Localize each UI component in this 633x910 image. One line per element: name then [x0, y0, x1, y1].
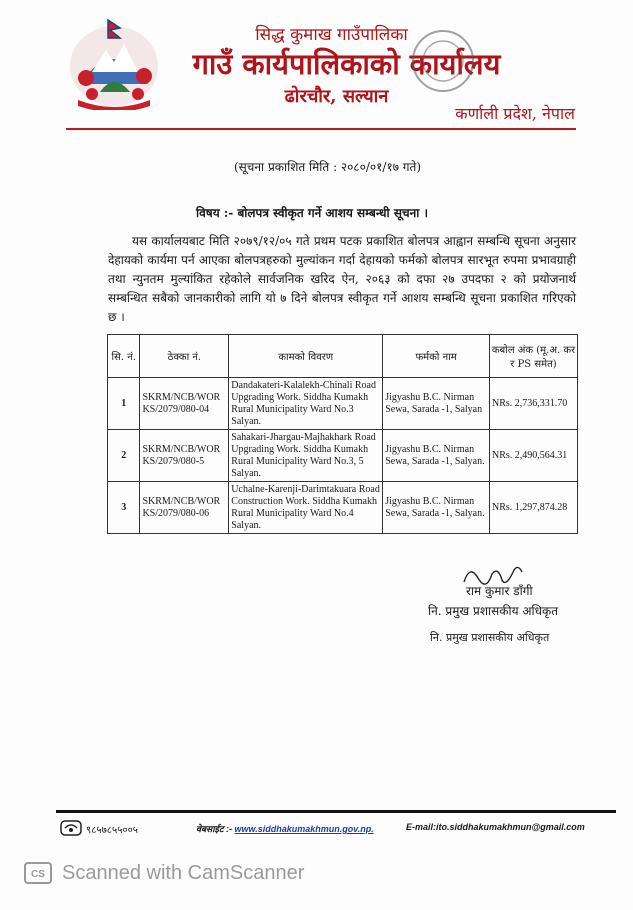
cell-contract: SKRM/NCB/WORKS/2079/080-04 — [140, 378, 229, 430]
col-header-firm: फर्मको नाम — [383, 335, 490, 378]
svg-text:CS: CS — [31, 869, 45, 880]
col-header-sn: सि. नं. — [108, 335, 140, 378]
office-seal-icon — [408, 26, 478, 96]
table-row — [108, 482, 578, 534]
footer-website — [196, 822, 374, 835]
org-subtitle: सिद्ध कुमाख गाउँपालिका — [255, 25, 408, 45]
notice-date: (सूचना प्रकाशित मिति : २०८०/०१/१७ गते) — [233, 160, 422, 174]
org-province: कर्णाली प्रदेश, नेपाल — [455, 104, 575, 123]
cell-amount: NRs. 2,490,564.31 — [489, 430, 577, 482]
signatory-name: राम कुमार डाँगी — [466, 584, 533, 598]
camscanner-watermark: Scanned with CamScanner — [62, 862, 305, 884]
notice-body-text: यस कार्यालयबाट मिति २०७९/१२/०५ गते प्रथम पटक प्रकाशित बोलपत्र आह्वान सम्बन्धि सूचना अनुसार देहायको कार्यमा पर्न आएका बोलपत्रहरुको मुल्यांकन गर्दा देहायको फर्मको बोलपत्र सारभूत रुपमा प्रभावग्राही तथा न्युनतम मुल्यांकित रहेकोले सार्वजनिक खरिद ऐन, २०६३ को दफा २७ उपदफा २ को प्रयोजनार्थ सम्बन्धित सबैको जानकारीको लागि यो ७ दिने बोलपत्र स्वीकृत गर्ने आशय सम्बन्धि सूचना प्रकाशित गरिएको छ । — [108, 234, 576, 324]
cell-contract: SKRM/NCB/WORKS/2079/080-06 — [140, 482, 229, 534]
org-location: ढोरचौर, सल्यान — [284, 86, 389, 107]
cell-contract: SKRM/NCB/WORKS/2079/080-5 — [140, 430, 229, 482]
camscanner-logo-icon — [24, 862, 52, 884]
footer-phone: ९८५७८५५००५ — [86, 825, 138, 836]
cell-amount: NRs. 1,297,874.28 — [489, 482, 577, 534]
cell-sn: 3 — [108, 482, 140, 534]
website-link[interactable]: www.siddhakumakhmun.gov.np. — [234, 824, 374, 834]
cell-firm: Jigyashu B.C. Nirman Sewa, Sarada -1, Salyan. — [383, 482, 490, 534]
col-header-contract: ठेक्का नं. — [140, 335, 229, 378]
notice-body — [108, 232, 576, 327]
cell-sn: 2 — [108, 430, 140, 482]
bid-table — [107, 334, 578, 534]
table-row — [108, 430, 578, 482]
col-header-work: कामको विवरण — [229, 335, 383, 378]
cell-firm: Jigyashu B.C. Nirman Sewa, Sarada -1, Salyan — [383, 378, 490, 430]
cell-amount: NRs. 2,736,331.70 — [489, 378, 577, 430]
table-row — [108, 378, 578, 430]
footer-divider — [56, 810, 616, 813]
signatory-stamp: नि. प्रमुख प्रशासकीय अधिकृत — [430, 631, 550, 644]
cell-work: Uchalne-Karenji-Darimtakuara Road Construction Work. Siddha Kumakh Rural Municipality Ward No.4 Salyan. — [229, 482, 383, 534]
phone-icon — [60, 820, 82, 836]
notice-subject: विषय :- बोलपत्र स्वीकृत गर्ने आशय सम्बन्धी सूचना । — [196, 206, 429, 220]
website-label: वेबसाईट :- — [196, 824, 233, 834]
org-title: गाउँ कार्यपालिकाको कार्यालय — [192, 47, 501, 81]
cell-work: Dandakateri-Kalalekh-Chinali Road Upgrading Work. Siddha Kumakh Rural Municipality Ward No.3 Salyan. — [229, 378, 383, 430]
cell-sn: 1 — [108, 378, 140, 430]
col-header-amount: कबोल अंक (मू.अ. कर र PS समेत) — [489, 335, 577, 378]
cell-work: Sahakari-Jhargau-Majhakhark Road Upgrading Work. Siddha Kumakh Rural Municipality Ward No.3, 5 Salyan. — [229, 430, 383, 482]
header-divider — [66, 128, 576, 130]
signatory-title: नि. प्रमुख प्रशासकीय अधिकृत — [428, 604, 559, 618]
footer-email: E-mail:ito.siddhakumakhmun@gmail.com — [406, 822, 585, 832]
cell-firm: Jigyashu B.C. Nirman Sewa, Sarada -1, Salyan. — [383, 430, 490, 482]
